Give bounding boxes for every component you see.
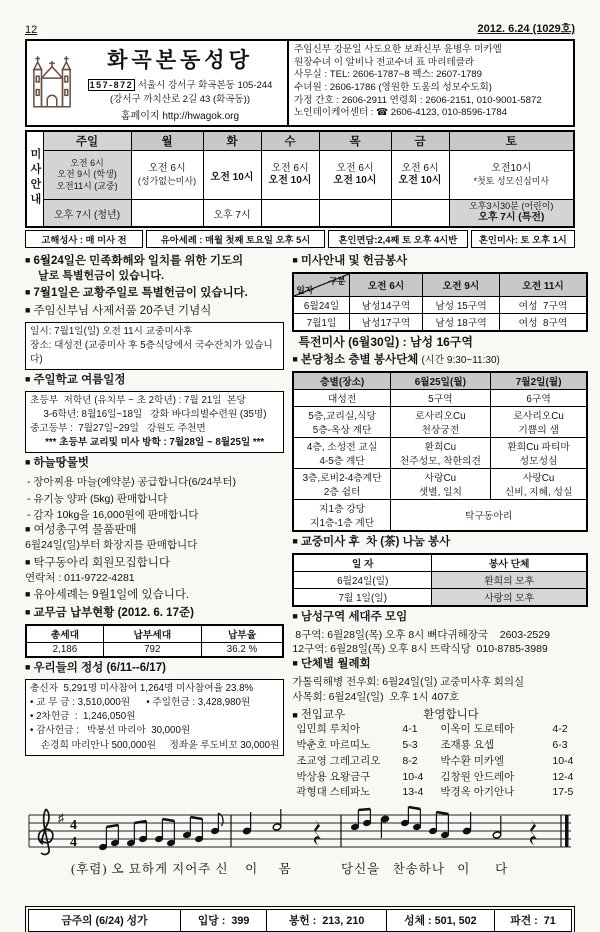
summer-schedule-box: 초등부 저학년 (유치부 ~ 초 2학년) : 7월 21일 본당 3-6학년: 8월16일~18일 강화 바다의별수련원 (35명) 중고등부 : 7월27일~29일 강원도 주천면 *** 초등부 교리및 미사 방학 : 7월28일 ~ 8월25일 *** xyxy=(25,391,284,453)
bullet-icon: ■ xyxy=(25,589,31,600)
tea-table: 일 자 봉사 단체 6월24일(일) 환희의 모후 7월 1일(일) 사랑의 모후 xyxy=(292,553,588,607)
masthead xyxy=(25,39,575,127)
day-header: 토 xyxy=(449,131,574,151)
devotion-box: 총신자 5,291명 미사참여 1,264명 미사참여율 23.8% • 교 무 금 : 3,510,000원 • 주일헌금 : 3,428,980원 • 2차헌금 : 1,246,050원 • 감사헌금 : 박봉선 마리아 30,000원 손경희 마리안나 500,000원 정좌윤 루도비꼬 30,000원 xyxy=(25,679,284,755)
key-signature-sharp: ♯ xyxy=(58,811,64,826)
mass-cell-fri-pm xyxy=(391,200,449,228)
mass-cell-tue-pm: 오후 7시 xyxy=(203,200,261,228)
bullet-icon: ■ xyxy=(292,353,298,364)
dues-header: 총세대 xyxy=(26,625,103,643)
communion-hymn-number: 성체 : 501, 502 xyxy=(387,910,495,931)
bullet-icon: ■ xyxy=(25,662,31,673)
anniversary-detail-box: 일시: 7월1일(일) 오전 11시 교중미사후 장소: 대성전 (교중미사 후 5층식당에서 국수잔치가 있습니다) xyxy=(25,322,284,370)
day-header: 수 xyxy=(261,131,319,151)
newcomer-name: 박상용 요왕금구 xyxy=(296,770,371,783)
newcomer-district: 5-3 xyxy=(402,739,418,752)
contact-line: 노인데이케어센터 : ☎ 2606-4123, 010-8596-1784 xyxy=(294,107,508,119)
mass-cell-mon-am: 오전 6시 (성가없는미사) xyxy=(131,151,203,200)
mass-cell-sat-pm: 오후3시30분 (어린이) 오후 7시 (특전) xyxy=(449,200,574,228)
offering-header: 오전 11시 xyxy=(499,273,587,297)
day-header: 주일 xyxy=(43,131,131,151)
newcomer-district: 13-4 xyxy=(402,786,424,799)
welcome-label: 환영합니다 xyxy=(423,709,479,722)
hymn-section xyxy=(25,807,575,895)
baptism-notice: ■ 유아세례는 9월1일에 있습니다. xyxy=(25,589,190,602)
contact-line: 사무실 : TEL: 2606-1787~8 팩스: 2607-1789 xyxy=(294,69,482,81)
sacrament-notes xyxy=(25,230,575,248)
devotion-heading: ■ 우리들의 정성 (6/11--6/17) xyxy=(25,662,166,675)
sunday-school-heading: ■ 주일학교 여름일정 xyxy=(25,374,126,387)
newcomer-name: 박수환 미카엘 xyxy=(440,754,505,767)
offering-header: 오전 6시 xyxy=(349,273,423,297)
women-sale-heading: ■ 여성총구역 물품판매 6월24일(일)부터 화장지를 판매합니다 xyxy=(25,524,198,552)
monthly-line: 사목회: 6월24일(일) 오후 1시 407호 xyxy=(292,690,460,703)
mass-schedule-table xyxy=(25,130,575,228)
mens-heading: ■ 남성구역 세대주 모임 xyxy=(292,610,408,623)
masthead-left xyxy=(27,41,289,125)
bullet-icon: ■ xyxy=(292,535,298,546)
mass-cell-sun-pm: 오후 7시 (청년) xyxy=(43,200,131,228)
mass-cell-fri-am: 오전 6시 오전 10시 xyxy=(391,151,449,200)
bullet-icon: ■ xyxy=(25,374,31,385)
offertory-hymn-number: 봉헌 : 213, 210 xyxy=(267,910,386,931)
pingpong-heading: ■ 탁구동아리 회원모집합니다 연락처 : 011-9722-4281 xyxy=(25,556,170,584)
notice-pope-sunday: ■ 7월1일은 교황주일로 특별헌금이 있습니다. xyxy=(25,287,248,300)
right-column xyxy=(292,254,588,801)
church-name: 화곡본동성당 xyxy=(107,49,253,72)
dues-header: 납부세대 xyxy=(103,625,201,643)
dues-value: 36.2 % xyxy=(201,643,283,658)
mass-cell-sat-am: 오전10시 *첫토 성모신심미사 xyxy=(449,151,574,200)
day-header: 월 xyxy=(131,131,203,151)
cleaning-row: 5층,교리실,식당 5층-옥상 계단 로사리오Cu 천상궁전 로사리오Cu 기쁨의 샘 xyxy=(293,406,587,437)
mass-cell-thu-pm xyxy=(319,200,391,228)
issue-date: 2012. 6.24 (1029호) xyxy=(477,23,575,35)
dues-table xyxy=(25,624,284,658)
offering-row: 6월24일 남성14구역 남성 15구역 여성 7구역 xyxy=(293,296,587,313)
monthly-line: 가톨릭해병 전우회: 6월24일(일) 교중미사후 회의실 xyxy=(292,676,525,689)
masthead-identity xyxy=(77,44,283,122)
newcomer-name: 조재룡 요셉 xyxy=(440,739,495,752)
dues-value: 2,186 xyxy=(26,643,103,658)
newcomer-name: 임민희 루치아 xyxy=(296,723,361,736)
left-column xyxy=(25,254,284,801)
newcomer-name: 곽형대 스테파노 xyxy=(296,786,371,799)
confession-note: 고해성사 : 매 미사 전 xyxy=(25,230,143,248)
marriage-interview-note: 혼인면담:2,4째 토 오후 4시반 xyxy=(328,230,468,248)
newcomer-district: 17-5 xyxy=(552,786,574,799)
time-signature-bottom: 4 xyxy=(70,835,77,851)
refrain-lyrics-right: 당신을 찬송하나 이 다 xyxy=(341,862,509,877)
time-signature-top: 4 xyxy=(70,818,77,834)
bullet-icon: ■ xyxy=(25,287,31,298)
address-line-2: (강서구 까치산로 2길 43 (화곡동)) xyxy=(109,94,250,105)
bullet-icon: ■ xyxy=(292,658,298,669)
notes-group xyxy=(99,807,569,850)
homepage-url: 홈페이지 http://hwagok.org xyxy=(120,111,240,122)
dues-heading: ■ 교무금 납부현황 (2012. 6. 17준) xyxy=(25,607,194,620)
treble-clef-icon xyxy=(39,809,53,854)
contact-line: 원장수녀 이 알비나 전교수녀 표 마리테클라 xyxy=(294,56,475,68)
contact-line: 주임신부 강문일 사도요한 보좌신부 윤병우 미카엘 xyxy=(294,44,502,55)
entrance-hymn-number: 입당 : 399 xyxy=(181,910,268,931)
cleaning-row: 4층, 소성전 교실 4-5층 계단 환희Cu 천주성모, 착한의견 환희Cu 파티마 성모성심 xyxy=(293,437,587,468)
day-header: 목 xyxy=(319,131,391,151)
cleaning-row: 대성전 5구역 6구역 xyxy=(293,389,587,406)
mass-cell-thu-am: 오전 6시 오전 10시 xyxy=(319,151,391,200)
bullet-icon: ■ xyxy=(25,524,31,535)
newcomer-district: 6-3 xyxy=(552,739,568,752)
contact-line: 수녀원 : 2606-1786 (영원한 도움의 성모수도회) xyxy=(294,81,493,93)
cleaning-row: 지1층 강당 지1층-1층 계단 탁구동아리 xyxy=(293,499,587,531)
page-number: 12 xyxy=(25,24,38,36)
infant-baptism-note: 유아세례 : 매월 첫째 토요일 오후 5시 xyxy=(146,230,325,248)
top-meta xyxy=(25,20,575,36)
contact-line: 가정 간호 : 2606-2911 연령회 : 2606-2151, 010-9001-5872 xyxy=(294,94,542,106)
mass-cell-wed-pm xyxy=(261,200,319,228)
hymn-week-label: 금주의 (6/24) 성가 xyxy=(29,910,181,931)
tea-row: 7월 1일(일) 사랑의 모후 xyxy=(293,588,587,606)
mass-cell-wed-am: 오전 6시 오전 10시 xyxy=(261,151,319,200)
special-mass-line: 특전미사 (6월30일) : 남성 16구역 xyxy=(298,334,473,349)
postal-code: 157-872 xyxy=(89,80,134,90)
haneul-items: - 장아찌용 마늘(예약분) 공급합니다(6/24부터) - 유기농 양파 (5kg) 판매합니다 - 감자 10kg을 16,000원에 판매합니다 xyxy=(27,476,236,521)
hymn-staff xyxy=(25,807,573,857)
dismissal-hymn-number: 파견 : 71 xyxy=(510,915,556,928)
bullet-icon: ■ xyxy=(25,305,31,316)
church-logo-icon xyxy=(31,53,73,114)
cleaning-heading: ■ 본당청소 층별 봉사단체 (시간 9:30~11:30) xyxy=(292,353,500,366)
refrain-lyrics-left: (후렴) 오 묘하게 지어주 신 이 몸 xyxy=(71,862,292,877)
offering-table xyxy=(292,272,588,332)
hymn-numbers-bar xyxy=(28,909,572,932)
mens-line: 8구역: 6월28일(목) 오후 8시 뼈다귀해장국 2603-2529 xyxy=(292,628,550,641)
cleaning-table: 층별(장소) 6월25일(월) 7월2일(월) 대성전 5구역 6구역 5층,교리실,식당 5층-옥상 계단 로사리오Cu 천상궁전 로사리오Cu 기쁨의 샘 4층, 소성전 교실 4-5층 계단 환희Cu 천주성모, 착한의견 환희Cu 파티마 성모성심 3층,로비2-4층계단 2층 쉼터 사랑Cu 샛별, 일치 사랑Cu 신비, 지혜, 성실 지1층 강당 지1층-1층 계단 탁구동아리 xyxy=(292,371,588,532)
mens-line: 12구역: 6월28일(목) 오후 8시 뜨락식당 010-8785-3989 xyxy=(292,643,548,656)
body-columns xyxy=(25,254,575,801)
tea-heading: ■ 교중미사 후 차 (茶) 나눔 봉사 xyxy=(292,535,451,548)
notice-ordination-anniversary: ■ 주임신부님 사제서품 20주년 기념식 xyxy=(25,305,212,318)
newcomer-district: 10-4 xyxy=(552,754,574,767)
dues-header: 납부율 xyxy=(201,625,283,643)
cleaning-row: 3층,로비2-4층계단 2층 쉼터 사랑Cu 샛별, 일치 사랑Cu 신비, 지혜, 성실 xyxy=(293,468,587,499)
mass-cell-mon-pm xyxy=(131,200,203,228)
newcomer-name: 박춘호 마르띠노 xyxy=(296,739,371,752)
haneul-heading: ■ 하늘땅물벗 xyxy=(25,457,89,470)
newcomer-district: 10-4 xyxy=(402,770,424,783)
bullet-icon: ■ xyxy=(25,607,31,618)
offering-heading: ■ 미사안내 및 헌금봉사 xyxy=(292,255,408,267)
marriage-mass-note: 혼인미사: 토 오후 1시 xyxy=(471,230,575,248)
bullet-icon: ■ xyxy=(292,255,298,265)
bullet-icon: ■ xyxy=(25,556,31,567)
newcomer-name: 박경옥 아기안나 xyxy=(440,786,515,799)
notice-special-collection-624: ■ 6월24일은 민족화해와 일치를 위한 기도의 날로 특별헌금이 있습니다. xyxy=(25,255,244,282)
offering-row: 7월1일 남성17구역 남성 18구역 여성 8구역 xyxy=(293,313,587,331)
newcomer-district: 8-2 xyxy=(402,754,418,767)
monthly-heading: ■ 단체별 월례회 xyxy=(292,658,371,671)
masthead-contacts xyxy=(289,41,573,125)
mass-cell-tue-am: 오전 10시 xyxy=(203,151,261,200)
bullet-icon: ■ xyxy=(292,710,298,721)
day-header: 금 xyxy=(391,131,449,151)
diagonal-corner-cell: 구분 일자 xyxy=(293,273,349,297)
bullet-icon: ■ xyxy=(25,457,31,468)
bullet-icon: ■ xyxy=(292,610,298,621)
newcomer-heading: ■ 전입교우 환영합니다 xyxy=(292,706,588,722)
bullet-icon: ■ xyxy=(25,255,31,265)
mass-cell-sun-am: 오전 6시 오전 9시 (학생) 오전11시 (교중) xyxy=(43,151,131,200)
newcomer-district: 4-1 xyxy=(402,723,418,736)
newcomer-list xyxy=(296,722,588,801)
dues-value: 792 xyxy=(103,643,201,658)
mass-side-label: 미사안내 xyxy=(26,131,43,227)
day-header: 화 xyxy=(203,131,261,151)
newcomer-district: 12-4 xyxy=(552,770,574,783)
newcomer-name: 조교영 그레고리오 xyxy=(296,754,381,767)
offering-header: 오전 9시 xyxy=(423,273,499,297)
address-line-1: 157-872 서울시 강서구 화곡본동 105-244 xyxy=(89,80,273,91)
newcomer-name: 김창원 안드레아 xyxy=(440,770,515,783)
newcomer-district: 4-2 xyxy=(552,723,568,736)
tea-row: 6월24일(일) 환희의 모후 xyxy=(293,571,587,588)
newcomer-name: 이옥이 도로테아 xyxy=(440,723,515,736)
